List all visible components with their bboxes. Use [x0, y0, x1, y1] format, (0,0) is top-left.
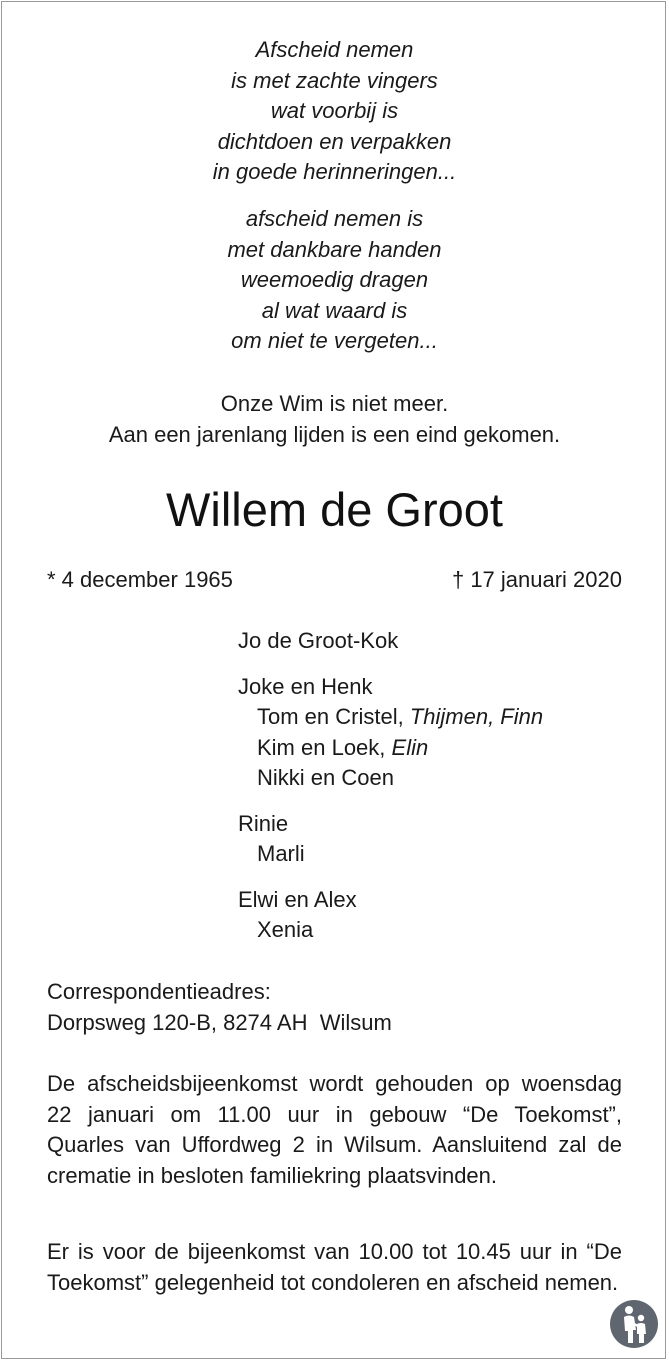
family-member: Marli — [257, 841, 305, 866]
intro-text — [0, 389, 669, 450]
family-member: Nikki en Coen — [257, 765, 394, 790]
family-grandchildren: Elin — [391, 734, 429, 760]
poem-stanza-1 — [0, 35, 669, 188]
ceremony-paragraph: De afscheidsbijeenkomst wordt gehouden op woensdag 22 januari om 11.00 uur in gebouw “De Toekomst”, Quarles van Uffordweg 2 in Wilsum. Aansluitend zal de crematie in besloten familiekring plaatsvinden. — [47, 1071, 622, 1188]
death-date: † 17 januari 2020 — [451, 567, 622, 592]
family-member: Kim en Loek, — [257, 734, 392, 760]
intro-line: Onze Wim is niet meer. — [220, 391, 449, 416]
family-member: Xenia — [257, 917, 314, 942]
poem-line: afscheid nemen is — [245, 206, 424, 231]
poem-line: is met zachte vingers — [231, 67, 438, 93]
correspondence-address — [47, 977, 392, 1038]
poem-line: met dankbare handen — [227, 236, 442, 262]
condolence-paragraph: Er is voor de bijeenkomst van 10.00 tot 10.45 uur in “De Toekomst” gelegenheid tot condoleren en afscheid nemen. — [47, 1239, 622, 1295]
intro-line: Aan een jarenlang lijden is een eind gekomen. — [108, 421, 561, 447]
family-member: Joke en Henk — [238, 673, 373, 699]
poem-line: weemoedig dragen — [240, 267, 429, 292]
poem-line: al wat waard is — [261, 297, 408, 323]
family-member: Rinie — [238, 810, 289, 836]
poem-line: om niet te vergeten... — [231, 328, 438, 353]
poem-line: wat voorbij is — [270, 98, 399, 123]
family-group-3 — [238, 885, 543, 946]
family-member: Elwi en Alex — [238, 886, 357, 912]
memorial-figures-icon — [609, 1299, 659, 1349]
family-spouse — [238, 626, 543, 657]
poem-stanza-2 — [0, 204, 669, 357]
address-line: Dorpsweg 120-B, 8274 AH Wilsum — [47, 1009, 392, 1035]
family-group-1 — [238, 672, 543, 794]
poem-line: in goede herinneringen... — [212, 159, 457, 184]
family-member: Tom en Cristel, — [257, 704, 410, 729]
address-label: Correspondentieadres: — [47, 979, 271, 1004]
family-list — [238, 626, 543, 961]
family-grandchildren: Thijmen, Finn — [409, 704, 544, 729]
family-member: Jo de Groot-Kok — [238, 628, 399, 653]
birth-date: * 4 december 1965 — [47, 567, 233, 592]
poem-line: dichtdoen en verpakken — [217, 128, 452, 154]
deceased-name: Willem de Groot — [166, 483, 503, 536]
family-group-2 — [238, 809, 543, 870]
family-member-sub — [238, 702, 543, 733]
family-member-sub — [238, 733, 543, 764]
poem-line: Afscheid nemen — [255, 37, 414, 62]
